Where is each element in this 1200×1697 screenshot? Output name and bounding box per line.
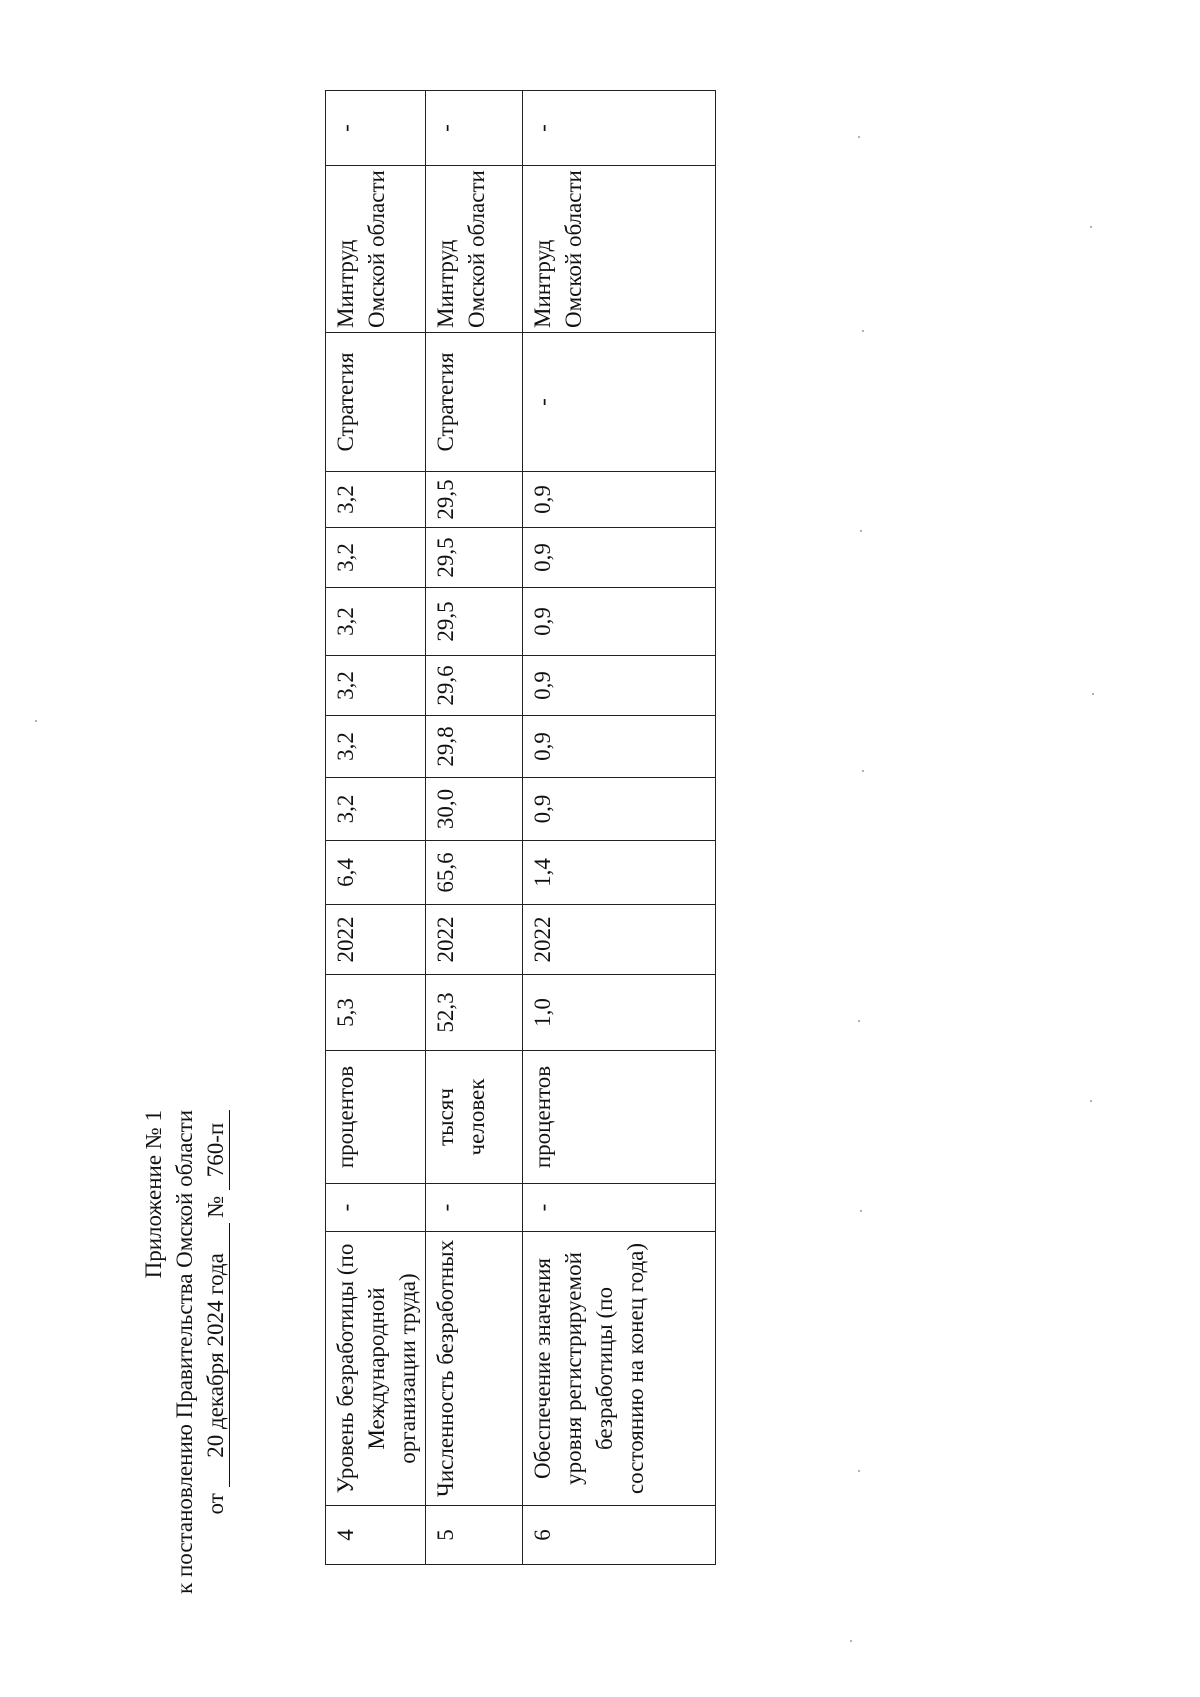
indicator-name: Численность безработных [426, 1232, 523, 1506]
unit-of-measure: тысяч человек [426, 1051, 523, 1184]
value-year-1: 65,6 [426, 841, 523, 905]
scan-speck [858, 1470, 860, 1472]
value-year-6: 29,5 [426, 528, 523, 588]
scan-speck [862, 770, 864, 772]
value-year-1: 1,4 [523, 841, 716, 905]
from-label: от [203, 1493, 228, 1515]
value-year-7: 29,5 [426, 472, 523, 528]
base-year: 2022 [426, 905, 523, 975]
scan-speck [1090, 226, 1092, 228]
scan-speck [1090, 1100, 1092, 1102]
value-year-5: 29,5 [426, 588, 523, 656]
value-year-6: 3,2 [326, 528, 426, 588]
value-year-2: 3,2 [326, 778, 426, 841]
responsible-body: Минтруд Омской области [326, 166, 426, 333]
last-column: - [523, 91, 716, 166]
resolution-date-number [200, 1110, 231, 1670]
base-value: 5,3 [326, 975, 426, 1051]
scan-speck [35, 720, 37, 722]
indicator-flag: - [326, 1184, 426, 1232]
value-year-3: 0,9 [523, 716, 716, 778]
table-row [326, 91, 426, 1565]
source-document: Стратегия [326, 333, 426, 472]
value-year-3: 3,2 [326, 716, 426, 778]
indicator-name: Уровень безработицы (по Международной организации труда) [326, 1232, 426, 1506]
unit-of-measure: процентов [326, 1051, 426, 1184]
scan-speck [860, 530, 862, 532]
last-column: - [426, 91, 523, 166]
resolution-number: 760-п [203, 1110, 230, 1190]
base-year: 2022 [326, 905, 426, 975]
table-row [523, 91, 716, 1565]
appendix-title: Приложение № 1 [141, 1110, 166, 1279]
scan-speck [860, 1210, 862, 1212]
indicator-name: Обеспечение значения уровня регистрируемой безработицы (по состоянию на конец года) [523, 1232, 716, 1506]
base-value: 52,3 [426, 975, 523, 1051]
table-row [426, 91, 523, 1565]
scan-speck [858, 1020, 860, 1022]
resolution-reference: к постановлению Правительства Омской области [172, 1110, 197, 1594]
source-document: - [523, 333, 716, 472]
row-number: 4 [326, 1506, 426, 1565]
value-year-5: 0,9 [523, 588, 716, 656]
last-column: - [326, 91, 426, 166]
responsible-body: Минтруд Омской области [523, 166, 716, 333]
value-year-7: 0,9 [523, 472, 716, 528]
value-year-2: 0,9 [523, 778, 716, 841]
base-year: 2022 [523, 905, 716, 975]
value-year-1: 6,4 [326, 841, 426, 905]
value-year-3: 29,8 [426, 716, 523, 778]
scan-speck [858, 136, 860, 138]
resolution-date: 20 декабря 2024 года [203, 1223, 230, 1487]
value-year-5: 3,2 [326, 588, 426, 656]
indicator-flag: - [426, 1184, 523, 1232]
value-year-7: 3,2 [326, 472, 426, 528]
value-year-4: 3,2 [326, 656, 426, 716]
scan-speck [1092, 693, 1094, 695]
number-label: № [203, 1195, 228, 1218]
row-number: 5 [426, 1506, 523, 1565]
scan-speck [862, 330, 864, 332]
value-year-4: 0,9 [523, 656, 716, 716]
value-year-6: 0,9 [523, 528, 716, 588]
row-number: 6 [523, 1506, 716, 1565]
value-year-2: 30,0 [426, 778, 523, 841]
indicator-flag: - [523, 1184, 716, 1232]
unit-of-measure: процентов [523, 1051, 716, 1184]
base-value: 1,0 [523, 975, 716, 1051]
value-year-4: 29,6 [426, 656, 523, 716]
indicators-table [325, 90, 716, 1565]
appendix-header [138, 1110, 231, 1670]
source-document: Стратегия [426, 333, 523, 472]
responsible-body: Минтруд Омской области [426, 166, 523, 333]
scan-speck [850, 1640, 852, 1642]
